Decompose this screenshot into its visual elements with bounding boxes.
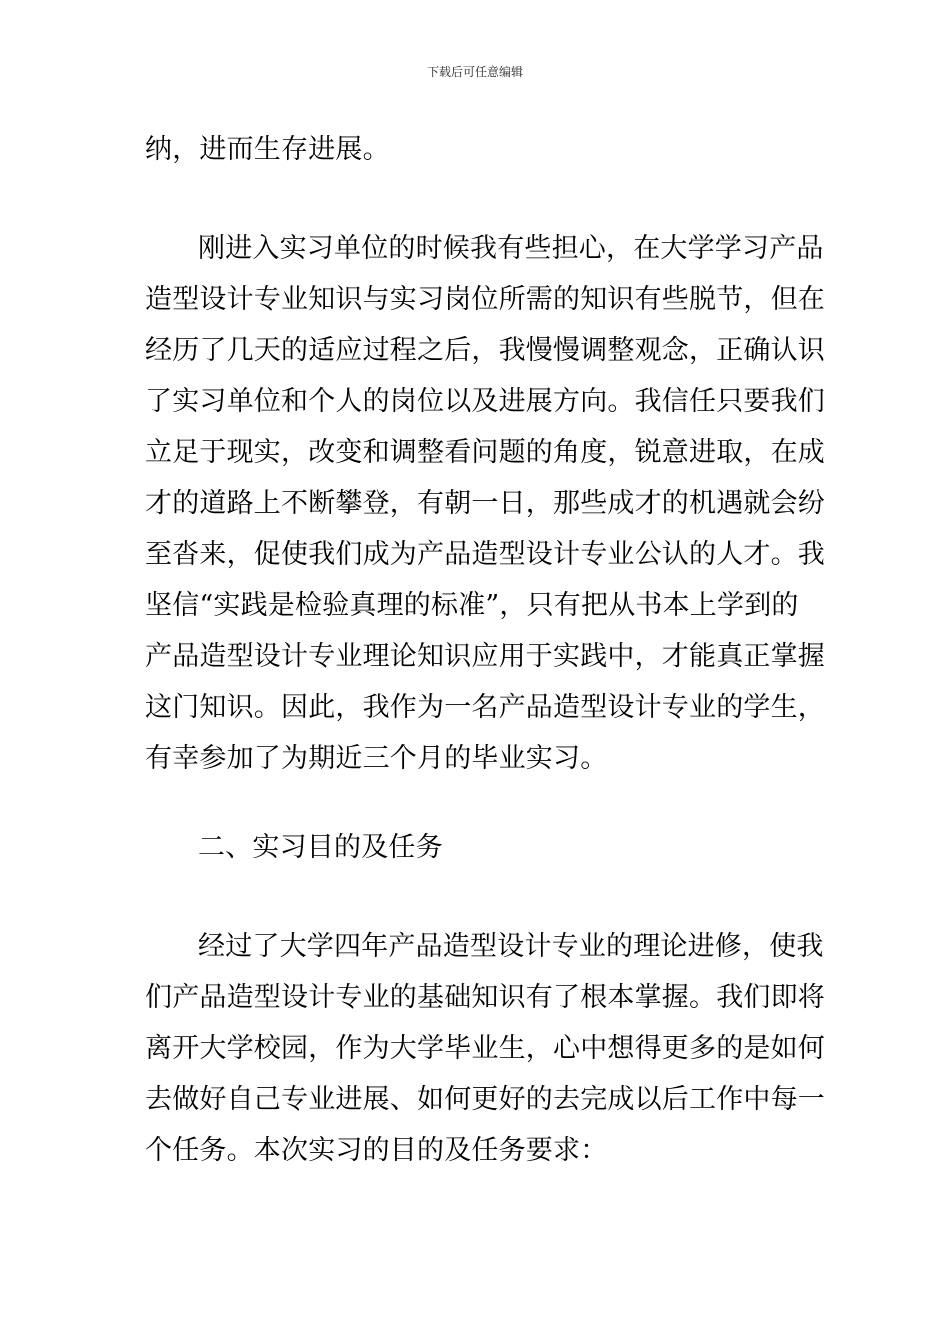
paragraph-line: 经过了大学四年产品造型设计专业的理论进修，使我 (198, 931, 824, 962)
paragraph-line: 产品造型设计专业理论知识应用于实践中，才能真正掌握 (145, 641, 825, 672)
paragraph-line: 们产品造型设计专业的基础知识有了根本掌握。我们即将 (145, 982, 825, 1013)
paragraph-line: 离开大学校园，作为大学毕业生，心中想得更多的是如何 (145, 1033, 825, 1064)
paragraph-line: 了实习单位和个人的岗位以及进展方向。我信任只要我们 (145, 386, 825, 417)
paragraph-line: 才的道路上不断攀登，有朝一日，那些成才的机遇就会纷 (145, 488, 825, 519)
paragraph-line: 个任务。本次实习的目的及任务要求： (145, 1135, 608, 1166)
paragraph-line: 立足于现实，改变和调整看问题的角度，锐意进取，在成 (145, 437, 825, 468)
paragraph-line: 纳，进而生存进展。 (145, 134, 390, 165)
paragraph-line: 坚信“实践是检验真理的标准”，只有把从书本上学到的 (145, 590, 799, 621)
paragraph-line: 造型设计专业知识与实习岗位所需的知识有些脱节，但在 (145, 284, 825, 315)
paragraph-line: 这门知识。因此，我作为一名产品造型设计专业的学生， (145, 692, 825, 723)
paragraph-line: 经历了几天的适应过程之后，我慢慢调整观念，正确认识 (145, 335, 825, 366)
section-heading: 二、实习目的及任务 (198, 832, 443, 863)
paragraph-line: 去做好自己专业进展、如何更好的去完成以后工作中每一 (145, 1084, 825, 1115)
paragraph-line: 刚进入实习单位的时候我有些担心，在大学学习产品 (198, 233, 824, 264)
paragraph-line: 至沓来，促使我们成为产品造型设计专业公认的人才。我 (145, 539, 825, 570)
page-header: 下载后可任意编辑 (426, 65, 523, 79)
paragraph-line: 有幸参加了为期近三个月的毕业实习。 (145, 743, 608, 774)
